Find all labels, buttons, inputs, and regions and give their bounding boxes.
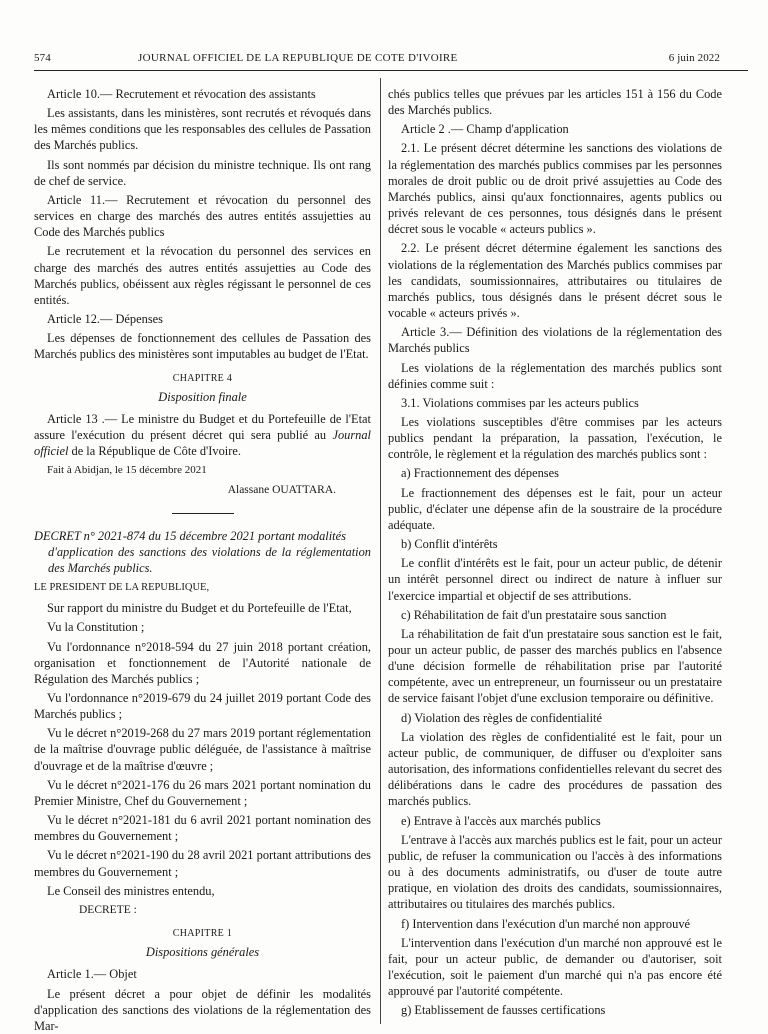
- chapter-1-title: Dispositions générales: [145, 945, 260, 960]
- page-number: 574: [34, 52, 51, 64]
- page-header: [34, 52, 748, 68]
- decree-title-line-2: d'application des sanctions des violations de la réglementation des Marchés publics.: [48, 544, 371, 575]
- decrete-label: DECRETE :: [79, 903, 137, 916]
- president-heading: LE PRESIDENT DE LA REPUBLIQUE,: [34, 582, 210, 594]
- article-13-text-b: de la République de Côte d'Ivoire.: [68, 444, 241, 459]
- signature: Alassane OUATTARA.: [227, 484, 336, 497]
- article-13-paragraph: [34, 411, 371, 459]
- visa-decret-2021-190: Vu le décret n°2021-190 du 28 avril 2021 portant attributions des membres du Gouvernement ;: [34, 848, 371, 879]
- article-3-heading: Article 3.— Définition des violations de la réglementation des Marchés publics: [388, 325, 722, 356]
- section-3-1-heading: 3.1. Violations commises par les acteurs publics: [401, 395, 639, 410]
- decree-title: [34, 528, 371, 576]
- decree-title-line-1: DECRET n° 2021-874 du 15 décembre 2021 portant modalités: [34, 528, 346, 543]
- item-d-heading: d) Violation des règles de confidentialité: [401, 710, 603, 725]
- section-3-1-paragraph: Les violations susceptibles d'être commises par les acteurs publics pendant la préparation, la passation, l'exécution, le contrôle, le règlement et la régulation des marchés publics sont :: [388, 414, 722, 462]
- article-13-text-a: Article 13 .— Le ministre du Budget et du Portefeuille de l'Etat assure l'exécution du présent décret qui sera publié au: [34, 411, 371, 442]
- item-a-paragraph: Le fractionnement des dépenses est le fait, pour un acteur public, d'éclater une dépense afin de la soustraire de la procédure adéquate.: [388, 485, 722, 532]
- article-13-journal-officiel: Journal officiel: [34, 427, 371, 459]
- article-1-heading: Article 1.— Objet: [47, 967, 137, 982]
- article-12-paragraph: Les dépenses de fonctionnement des cellules de Passation des Marchés publics des ministères sont imputables au budget de l'Etat.: [34, 331, 371, 362]
- decree-separator: [172, 513, 234, 514]
- visa-ordonnance-2019-679: Vu l'ordonnance n°2019-679 du 24 juillet 2019 portant Code des Marchés publics ;: [34, 691, 371, 722]
- visa-rapport: Sur rapport du ministre du Budget et du Portefeuille de l'Etat,: [47, 601, 352, 616]
- right-column: [388, 86, 722, 1022]
- item-b-heading: b) Conflit d'intérêts: [401, 537, 498, 552]
- item-b-paragraph: Le conflit d'intérêts est le fait, pour un acteur public, de détenir un intérêt personnel direct ou indirect de nature à influer sur l'exercice impartial et objectif de ses attributions.: [388, 556, 722, 603]
- article-10-paragraph-1: Les assistants, dans les ministères, sont recrutés et révoqués dans les mêmes conditions que les responsables des cellules de Passation des Marchés publics.: [34, 106, 371, 153]
- header-rule: [34, 70, 748, 71]
- left-column: [34, 86, 371, 1033]
- article-10-paragraph-2: Ils sont nommés par décision du ministre technique. Ils ont rang de chef de service.: [34, 157, 371, 188]
- item-f-paragraph: L'intervention dans l'exécution d'un marché non approuvé est le fait, pour un acteur public, de demander ou d'autoriser, soit l'exécution, soit le paiement d'un marché qui n'a pas encore été approuvé par l'autorité compétente.: [388, 935, 722, 999]
- visa-decret-2019-268: Vu le décret n°2019-268 du 27 mars 2019 portant réglementation de la maîtrise d'ouvrage public déléguée, de l'assistance à maîtrise d'ouvrage et de la maîtrise d'œuvre ;: [34, 726, 371, 773]
- item-d-paragraph: La violation des règles de confidentialité est le fait, pour un acteur public, de communiquer, de diffuser ou d'exploiter sans autorisation, des informations confidentielles relevant du secret des délibérations dans le cadre des procédures de passation des marchés publics.: [388, 729, 722, 809]
- article-1-paragraph: Le présent décret a pour objet de définir les modalités d'application des sanctions des violations de la réglementation des Mar-: [34, 986, 371, 1033]
- journal-title: JOURNAL OFFICIEL DE LA REPUBLIQUE DE COTE D'IVOIRE: [138, 52, 458, 64]
- visa-ordonnance-2018-594: Vu l'ordonnance n°2018-594 du 27 juin 2018 portant création, organisation et fonctionnement de l'Autorité nationale de Régulation des Marchés publics ;: [34, 639, 371, 686]
- column-divider: [380, 78, 381, 1024]
- article-3-paragraph: Les violations de la réglementation des marchés publics sont définies comme suit :: [388, 360, 722, 391]
- item-e-heading: e) Entrave à l'accès aux marchés publics: [401, 813, 601, 828]
- place-and-date: Fait à Abidjan, le 15 décembre 2021: [47, 464, 207, 477]
- item-g-heading: g) Etablissement de fausses certifications: [401, 1003, 606, 1018]
- visa-decret-2021-176: Vu le décret n°2021-176 du 26 mars 2021 portant nomination du Premier Ministre, Chef du Gouvernement ;: [34, 777, 371, 808]
- visa-conseil-ministres: Le Conseil des ministres entendu,: [47, 883, 215, 898]
- article-12-heading: Article 12.— Dépenses: [47, 312, 163, 327]
- chapter-1-label: CHAPITRE 1: [172, 928, 233, 940]
- item-f-heading: f) Intervention dans l'exécution d'un marché non approuvé: [401, 916, 691, 931]
- article-10-heading: Article 10.— Recrutement et révocation des assistants: [47, 87, 316, 101]
- item-a-heading: a) Fractionnement des dépenses: [401, 466, 559, 481]
- article-11-paragraph: Le recrutement et la révocation du personnel des services en charge des marchés des autres entités assujetties au Code des Marchés publics, obéissent aux règles régissant le personnel de ces entités.: [34, 244, 371, 307]
- chapter-4-label: CHAPITRE 4: [172, 372, 233, 384]
- article-2-heading: Article 2 .— Champ d'application: [401, 122, 569, 137]
- issue-date: 6 juin 2022: [668, 52, 720, 64]
- article-2-2-paragraph: 2.2. Le présent décret détermine également les sanctions des violations de la réglementation des Marchés publics commises par les candidats, soumissionnaires, attributaires ou titulaires de marchés publics, tous désignés dans le présent décret sous le vocable « acteurs privés ».: [388, 241, 722, 321]
- visa-constitution: Vu la Constitution ;: [47, 620, 145, 635]
- article-2-1-paragraph: 2.1. Le présent décret détermine les sanctions des violations de la réglementation des marchés publics commises par les personnes morales de droit public ou de droit privé assujetties au Code des Marchés publics, ainsi qu'aux fonctionnaires, agents publics ou privés relevant de ces personnes, tous désignés dans le présent décret sous le vocable « acteurs publics ».: [388, 141, 722, 237]
- article-11-heading: Article 11.— Recrutement et révocation du personnel des services en charge des marchés des autres entités assujetties au Code des Marchés publics: [34, 192, 371, 240]
- item-c-heading: c) Réhabilitation de fait d'un prestataire sous sanction: [401, 607, 667, 622]
- item-c-paragraph: La réhabilitation de fait d'un prestataire sous sanction est le fait, pour un acteur public, de passer des marchés publics en l'absence d'une décision formelle de réhabilitation prise par l'autorité compétente, avec un entrepreneur, un fournisseur ou un prestataire de service faisant l'objet d'une exclusion temporaire ou définitive.: [388, 626, 722, 706]
- article-1-continuation: chés publics telles que prévues par les articles 151 à 156 du Code des Marchés publics.: [388, 87, 722, 118]
- visa-decret-2021-181: Vu le décret n°2021-181 du 6 avril 2021 portant nomination des membres du Gouvernement ;: [34, 813, 371, 844]
- item-e-paragraph: L'entrave à l'accès aux marchés publics est le fait, pour un acteur public, de refuser la communication ou l'accès à des informations ou à des documents administratifs, ou d'user de toute autre pratique, en violation des droits des candidats, soumissionnaires, attributaires ou titulaires des marchés publics.: [388, 832, 722, 912]
- chapter-4-title: Disposition finale: [158, 389, 247, 404]
